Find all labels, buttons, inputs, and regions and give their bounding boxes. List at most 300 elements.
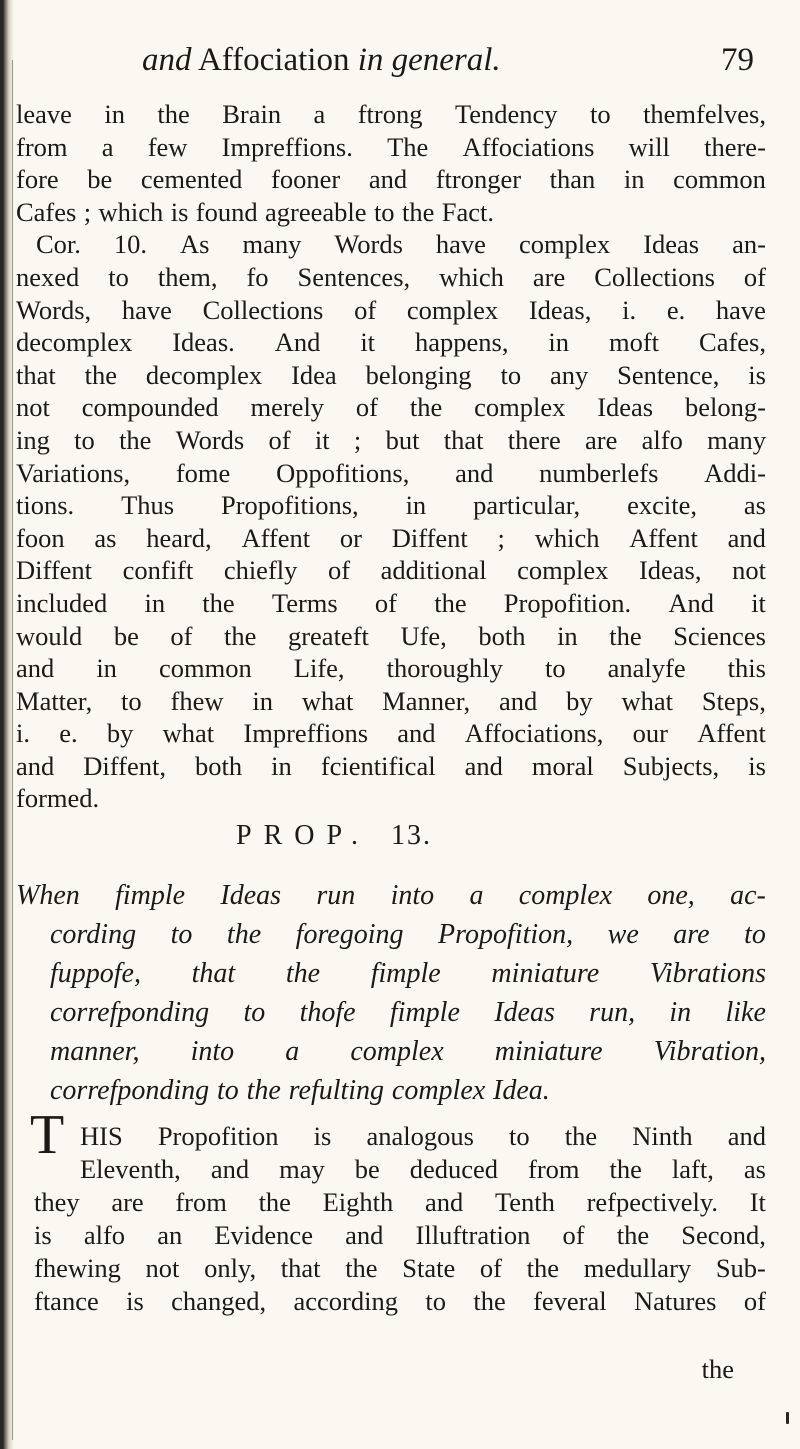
proof-line <box>16 1153 766 1186</box>
word: common <box>158 653 252 684</box>
word: Propofitions, <box>220 490 359 521</box>
word: happens, <box>415 327 509 358</box>
word: of <box>562 1220 585 1250</box>
word: is <box>34 1220 52 1250</box>
word: the <box>434 587 467 618</box>
word: as <box>743 490 766 521</box>
word: alfo <box>641 424 683 455</box>
word: and <box>464 750 503 781</box>
word: As <box>180 229 210 260</box>
drop-cap: T <box>30 1104 65 1166</box>
word: Words <box>334 229 403 260</box>
word: and <box>727 1121 766 1151</box>
word: of <box>743 1286 766 1316</box>
word: of <box>743 261 766 292</box>
word: Propofition, <box>438 919 574 950</box>
word: to <box>425 1286 446 1316</box>
word: Ufe, <box>400 620 447 651</box>
running-head <box>16 42 774 82</box>
word: Diffent <box>391 522 468 553</box>
word: Sentences, <box>297 261 411 292</box>
word: Cor. <box>36 229 81 260</box>
body-line <box>16 782 766 815</box>
word: Cafes, <box>699 327 766 358</box>
word: to <box>509 1121 530 1151</box>
word: one, <box>647 880 695 911</box>
word: nexed <box>16 261 80 292</box>
word: which <box>439 261 504 292</box>
body-line <box>16 489 766 522</box>
word: be <box>87 164 113 195</box>
word: and <box>210 1154 250 1184</box>
word: to <box>544 653 566 684</box>
word: and <box>499 685 538 716</box>
word: not <box>16 392 50 423</box>
word: belonging <box>365 359 472 390</box>
word: in <box>405 490 427 521</box>
word: Addi- <box>704 457 766 488</box>
word: what <box>621 685 673 716</box>
word: of <box>327 555 351 586</box>
word: have <box>715 294 766 325</box>
word: this <box>727 653 766 684</box>
word: decomplex <box>16 327 133 358</box>
word: Variations, <box>16 457 131 488</box>
body-line <box>16 261 766 294</box>
word: that <box>191 958 236 989</box>
word: are <box>532 261 566 292</box>
word: of <box>355 392 378 423</box>
word: is <box>748 750 766 781</box>
word: Words <box>175 424 245 455</box>
word: but <box>385 424 420 455</box>
word: Affociations, <box>464 718 604 749</box>
word: from <box>528 1154 580 1184</box>
word: to <box>217 1075 239 1106</box>
word: is <box>170 196 189 227</box>
word: in <box>144 587 166 618</box>
word: It <box>749 1187 766 1217</box>
word: to <box>108 261 129 292</box>
word: ; <box>353 424 362 455</box>
body-line <box>16 294 766 327</box>
body-line <box>16 685 766 718</box>
word: And <box>274 327 321 358</box>
body-line <box>16 228 766 261</box>
word: 10. <box>113 229 148 260</box>
word: heard, <box>146 522 212 553</box>
word: Collections <box>202 294 324 325</box>
enunciation-line <box>16 1032 766 1071</box>
word: the <box>473 1286 506 1316</box>
word: Vibration, <box>653 1036 766 1067</box>
word: Impreffions. <box>221 131 353 162</box>
word: Sentence, <box>617 359 720 390</box>
word: e. <box>666 294 686 325</box>
word: Affociations <box>462 131 595 162</box>
word: Subjects, <box>622 750 720 781</box>
word: found <box>195 196 258 227</box>
proof-paragraph <box>16 1120 766 1318</box>
body-line <box>16 98 766 131</box>
word: complex <box>350 1036 444 1067</box>
word: be <box>113 620 139 651</box>
enunciation-line <box>16 1071 766 1110</box>
word: particular, <box>473 490 581 521</box>
word: Ideas <box>643 229 700 260</box>
word: may <box>279 1154 325 1184</box>
word: Life, <box>293 653 345 684</box>
word: thofe <box>299 997 356 1028</box>
word: in <box>548 327 570 358</box>
body-line <box>16 554 766 587</box>
word: of <box>479 1253 502 1283</box>
word: many <box>242 229 302 260</box>
word: miniature <box>491 958 600 989</box>
word: be <box>354 1154 380 1184</box>
word: fome <box>175 457 231 488</box>
word: the <box>202 587 235 618</box>
word: manner, <box>50 1036 140 1067</box>
running-head-title <box>142 42 501 79</box>
word: are <box>111 1187 144 1217</box>
word: ftance <box>34 1286 99 1316</box>
word: formed. <box>16 783 100 814</box>
word: them, <box>157 261 218 292</box>
word: HIS <box>80 1121 123 1151</box>
word: the <box>401 196 435 227</box>
running-head-main: Affociation <box>197 42 350 78</box>
word: fore <box>16 164 59 195</box>
word: Tendency <box>454 99 558 129</box>
word: to <box>121 685 142 716</box>
word: as <box>94 522 117 553</box>
proof-line <box>16 1186 766 1219</box>
word: and <box>455 457 494 488</box>
word: and <box>368 164 408 195</box>
body-line <box>16 163 766 196</box>
word: When <box>16 880 80 911</box>
word: Natures <box>634 1286 717 1316</box>
word: State <box>402 1253 456 1283</box>
word: and <box>345 1220 384 1250</box>
word: ftrong <box>357 99 423 129</box>
word: Second, <box>681 1220 766 1250</box>
word: the <box>226 919 262 950</box>
word: that <box>16 359 56 390</box>
word: and <box>16 653 55 684</box>
word: fo <box>246 261 269 292</box>
word: moral <box>531 750 594 781</box>
word: complex <box>391 1075 486 1106</box>
word: our <box>632 718 668 749</box>
word: Evidence <box>214 1220 313 1250</box>
running-head-pre: and <box>142 42 192 78</box>
word: run, <box>589 997 636 1028</box>
word: analogous <box>366 1121 474 1151</box>
word: complex <box>474 392 566 423</box>
word: are <box>673 919 710 950</box>
word: the <box>84 359 118 390</box>
word: thoroughly <box>386 653 503 684</box>
body-line <box>16 620 766 653</box>
word: Manner, <box>382 685 471 716</box>
word: refpectively. <box>586 1187 719 1217</box>
word: there <box>507 424 561 455</box>
word: And <box>668 587 714 618</box>
word: from <box>175 1187 227 1217</box>
word: complex <box>406 294 499 325</box>
word: the <box>246 1075 281 1106</box>
word: Sub- <box>715 1253 766 1283</box>
word: and <box>424 1187 464 1217</box>
word: agreeable <box>265 196 367 227</box>
word: which <box>534 522 600 553</box>
word: any <box>549 359 589 390</box>
word: Idea. <box>493 1075 550 1106</box>
body-line <box>16 522 766 555</box>
running-head-in: in <box>357 42 384 78</box>
word: both <box>478 620 526 651</box>
word: ; <box>83 196 92 227</box>
word: not <box>732 555 766 586</box>
word: and <box>16 750 55 781</box>
word: a <box>101 131 114 162</box>
proposition-label: PROP. <box>236 820 370 851</box>
word: to <box>590 99 611 129</box>
word: in <box>104 99 125 129</box>
word: there- <box>704 131 766 162</box>
word: the <box>526 1253 560 1283</box>
word: included <box>16 587 108 618</box>
word: the <box>409 392 443 423</box>
word: ing <box>16 424 50 455</box>
word: decomplex <box>145 359 263 390</box>
word: deduced <box>409 1154 499 1184</box>
proof-line <box>16 1252 766 1285</box>
word: a <box>313 99 326 129</box>
word: feveral <box>533 1286 607 1316</box>
body-paragraphs <box>16 98 766 815</box>
word: to <box>74 424 95 455</box>
word: i. <box>622 294 637 325</box>
word: Affent <box>241 522 311 553</box>
word: refulting <box>288 1075 385 1106</box>
word: not <box>145 1253 180 1283</box>
word: to <box>170 919 193 950</box>
word: Propofition <box>157 1121 279 1151</box>
word: it <box>360 327 376 358</box>
word: are <box>585 424 618 455</box>
word: only, <box>204 1253 257 1283</box>
word: and <box>397 718 436 749</box>
word: complex <box>518 880 613 911</box>
word: run <box>316 880 356 911</box>
word: Ideas <box>494 997 555 1028</box>
word: Vibrations <box>649 958 766 989</box>
proposition-number: 13. <box>390 820 432 851</box>
word: of <box>354 294 377 325</box>
word: of <box>374 587 397 618</box>
body-line <box>16 131 766 164</box>
word: analyfe <box>607 653 686 684</box>
word: will <box>628 131 670 162</box>
word: the <box>258 1187 291 1217</box>
word: in <box>96 653 117 684</box>
word: of <box>268 424 291 455</box>
word: many <box>707 424 766 455</box>
word: the <box>609 620 642 651</box>
body-line <box>16 652 766 685</box>
word: the <box>224 620 257 651</box>
word: correfponding <box>50 997 210 1028</box>
word: in <box>669 997 692 1028</box>
word: complex <box>517 555 609 586</box>
word: numberlefs <box>539 457 659 488</box>
proof-line <box>16 1285 766 1318</box>
word: foon <box>16 522 65 553</box>
word: Steps, <box>701 685 766 716</box>
word: Words, <box>16 294 92 325</box>
word: the <box>616 1220 650 1250</box>
word: Ideas <box>597 392 654 423</box>
word: to <box>744 919 766 950</box>
word: ftronger <box>435 164 522 195</box>
word: in <box>557 620 578 651</box>
word: than <box>549 164 596 195</box>
word: it <box>751 587 766 618</box>
word: Thus <box>121 490 175 521</box>
word: a <box>469 880 484 911</box>
word: into <box>190 1036 235 1067</box>
word: both <box>195 750 243 781</box>
word: miniature <box>494 1036 603 1067</box>
word: they <box>34 1187 80 1217</box>
word: and <box>727 522 766 553</box>
word: is <box>126 1286 144 1316</box>
word: Ninth <box>632 1121 693 1151</box>
word: Eleventh, <box>80 1154 181 1184</box>
word: e. <box>59 718 78 749</box>
word: or <box>339 522 362 553</box>
word: is <box>748 359 766 390</box>
word: Propofition. <box>503 587 632 618</box>
word: few <box>147 131 188 162</box>
word: to <box>243 997 266 1028</box>
proposition-enunciation <box>16 876 766 1110</box>
word: Cafes <box>16 196 77 227</box>
word: to <box>373 196 395 227</box>
word: Terms <box>271 587 338 618</box>
word: that <box>443 424 484 455</box>
word: that <box>280 1253 321 1283</box>
word: a <box>285 1036 300 1067</box>
body-line <box>16 359 766 392</box>
word: Fact. <box>441 196 494 227</box>
word: alfo <box>83 1220 126 1250</box>
word: tions. <box>16 490 75 521</box>
word: excite, <box>627 490 697 521</box>
word: Collections <box>594 261 715 292</box>
word: greateft <box>287 620 369 651</box>
proposition-heading <box>236 820 432 852</box>
word: leave <box>16 99 72 129</box>
word: we <box>607 919 639 950</box>
body-line <box>16 196 766 229</box>
word: correfponding <box>50 1075 210 1106</box>
body-line <box>16 424 766 457</box>
word: by <box>566 685 593 716</box>
enunciation-line <box>16 993 766 1032</box>
page-blemish <box>786 1412 789 1424</box>
word: in <box>252 685 273 716</box>
word: what <box>301 685 354 716</box>
word: would <box>16 620 83 651</box>
running-head-italic: general. <box>391 42 501 78</box>
word: belong- <box>684 392 766 423</box>
word: complex <box>518 229 611 260</box>
word: what <box>162 718 215 749</box>
word: the <box>609 1154 642 1184</box>
word: is <box>313 1121 332 1151</box>
word: as <box>743 1154 766 1184</box>
word: from <box>16 131 68 162</box>
word: in <box>271 750 292 781</box>
word: i. <box>16 718 30 749</box>
word: the <box>564 1121 598 1151</box>
word: cemented <box>140 164 243 195</box>
word: which <box>98 196 164 227</box>
body-line <box>16 326 766 359</box>
body-line <box>16 750 766 783</box>
word: of <box>170 620 193 651</box>
word: compounded <box>81 392 219 423</box>
word: Oppofitions, <box>276 457 410 488</box>
word: Illuftration <box>415 1220 531 1250</box>
word: to <box>500 359 522 390</box>
word: fimple <box>115 880 186 911</box>
word: The <box>387 131 429 162</box>
word: Sciences <box>673 620 766 651</box>
word: into <box>390 880 435 911</box>
word: ac- <box>730 880 766 911</box>
word: moft <box>609 327 660 358</box>
body-line <box>16 457 766 490</box>
word: changed, <box>171 1286 267 1316</box>
proof-line <box>16 1120 766 1153</box>
word: by <box>106 718 134 749</box>
word: fhewing <box>34 1253 121 1283</box>
word: Eighth <box>322 1187 394 1217</box>
word: fcientifical <box>320 750 436 781</box>
word: Affent <box>629 522 698 553</box>
word: themfelves, <box>643 99 766 129</box>
word: Diffent <box>16 555 93 586</box>
word: Tenth <box>494 1187 555 1217</box>
word: an <box>157 1220 183 1250</box>
gutter-rule <box>12 60 13 1440</box>
word: chiefly <box>223 555 298 586</box>
word: like <box>725 997 766 1028</box>
word: laft, <box>671 1154 714 1184</box>
word: Ideas, <box>528 294 592 325</box>
word: Matter, <box>16 685 93 716</box>
word: additional <box>380 555 487 586</box>
word: the <box>119 424 152 455</box>
enunciation-line <box>16 915 766 954</box>
body-line <box>16 717 766 750</box>
word: fimple <box>389 997 460 1028</box>
